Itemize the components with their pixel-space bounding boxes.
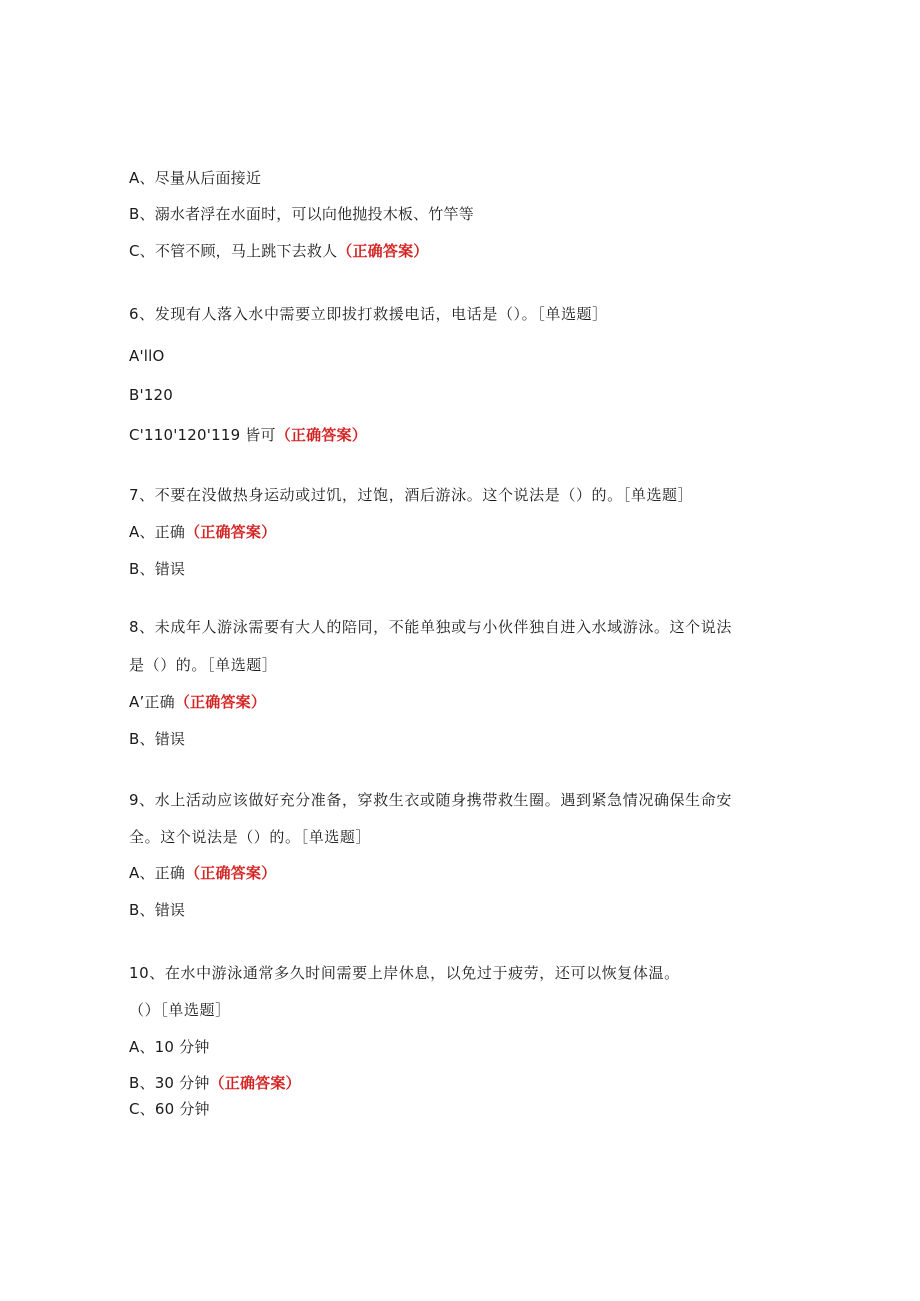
option-5b: B、溺水者浮在水面时，可以向他抛投木板、竹竿等 <box>129 205 474 223</box>
option-6b: B'120 <box>129 386 174 404</box>
question-10-line1: 10、在水中游泳通常多久时间需要上岸休息，以免过于疲劳，还可以恢复体温。 <box>129 964 680 982</box>
option-8a: A’正确（正确答案） <box>129 693 267 711</box>
option-10a: A、10 分钟 <box>129 1038 210 1056</box>
option-6a: A'llO <box>129 347 165 365</box>
question-9-line1: 9、水上活动应该做好充分准备，穿救生衣或随身携带救生圈。遇到紧急情况确保生命安 <box>129 791 732 809</box>
option-5c: C、不管不顾，马上跳下去救人（正确答案） <box>129 242 429 260</box>
correct-answer-tag: （正确答案） <box>209 1074 301 1092</box>
option-10b: B、30 分钟（正确答案） <box>129 1074 301 1092</box>
correct-answer-tag: （正确答案） <box>275 426 367 444</box>
option-9b: B、错误 <box>129 901 186 919</box>
option-10c: C、60 分钟 <box>129 1100 210 1118</box>
question-9-line2: 全。这个说法是（）的。［单选题］ <box>129 828 372 846</box>
question-8-line1: 8、未成年人游泳需要有大人的陪同，不能单独或与小伙伴独自进入水域游泳。这个说法 <box>129 618 732 636</box>
question-10-line2: （）［单选题］ <box>129 1001 231 1019</box>
question-8-line2: 是（）的。［单选题］ <box>129 656 278 674</box>
option-8b: B、错误 <box>129 730 186 748</box>
option-7a: A、正确（正确答案） <box>129 523 277 541</box>
correct-answer-tag: （正确答案） <box>174 693 267 711</box>
question-6: 6、发现有人落入水中需要立即拔打救援电话，电话是（）。［单选题］ <box>129 305 608 323</box>
option-5a: A、尽量从后面接近 <box>129 169 262 187</box>
correct-answer-tag: （正确答案） <box>185 864 277 882</box>
correct-answer-tag: （正确答案） <box>337 242 429 260</box>
option-7b: B、错误 <box>129 560 186 578</box>
option-9a: A、正确（正确答案） <box>129 864 277 882</box>
correct-answer-tag: （正确答案） <box>185 523 277 541</box>
option-6c: C'110'120'119 皆可（正确答案） <box>129 426 367 444</box>
question-7: 7、不要在没做热身运动或过饥，过饱，酒后游泳。这个说法是（）的。［单选题］ <box>129 486 694 504</box>
